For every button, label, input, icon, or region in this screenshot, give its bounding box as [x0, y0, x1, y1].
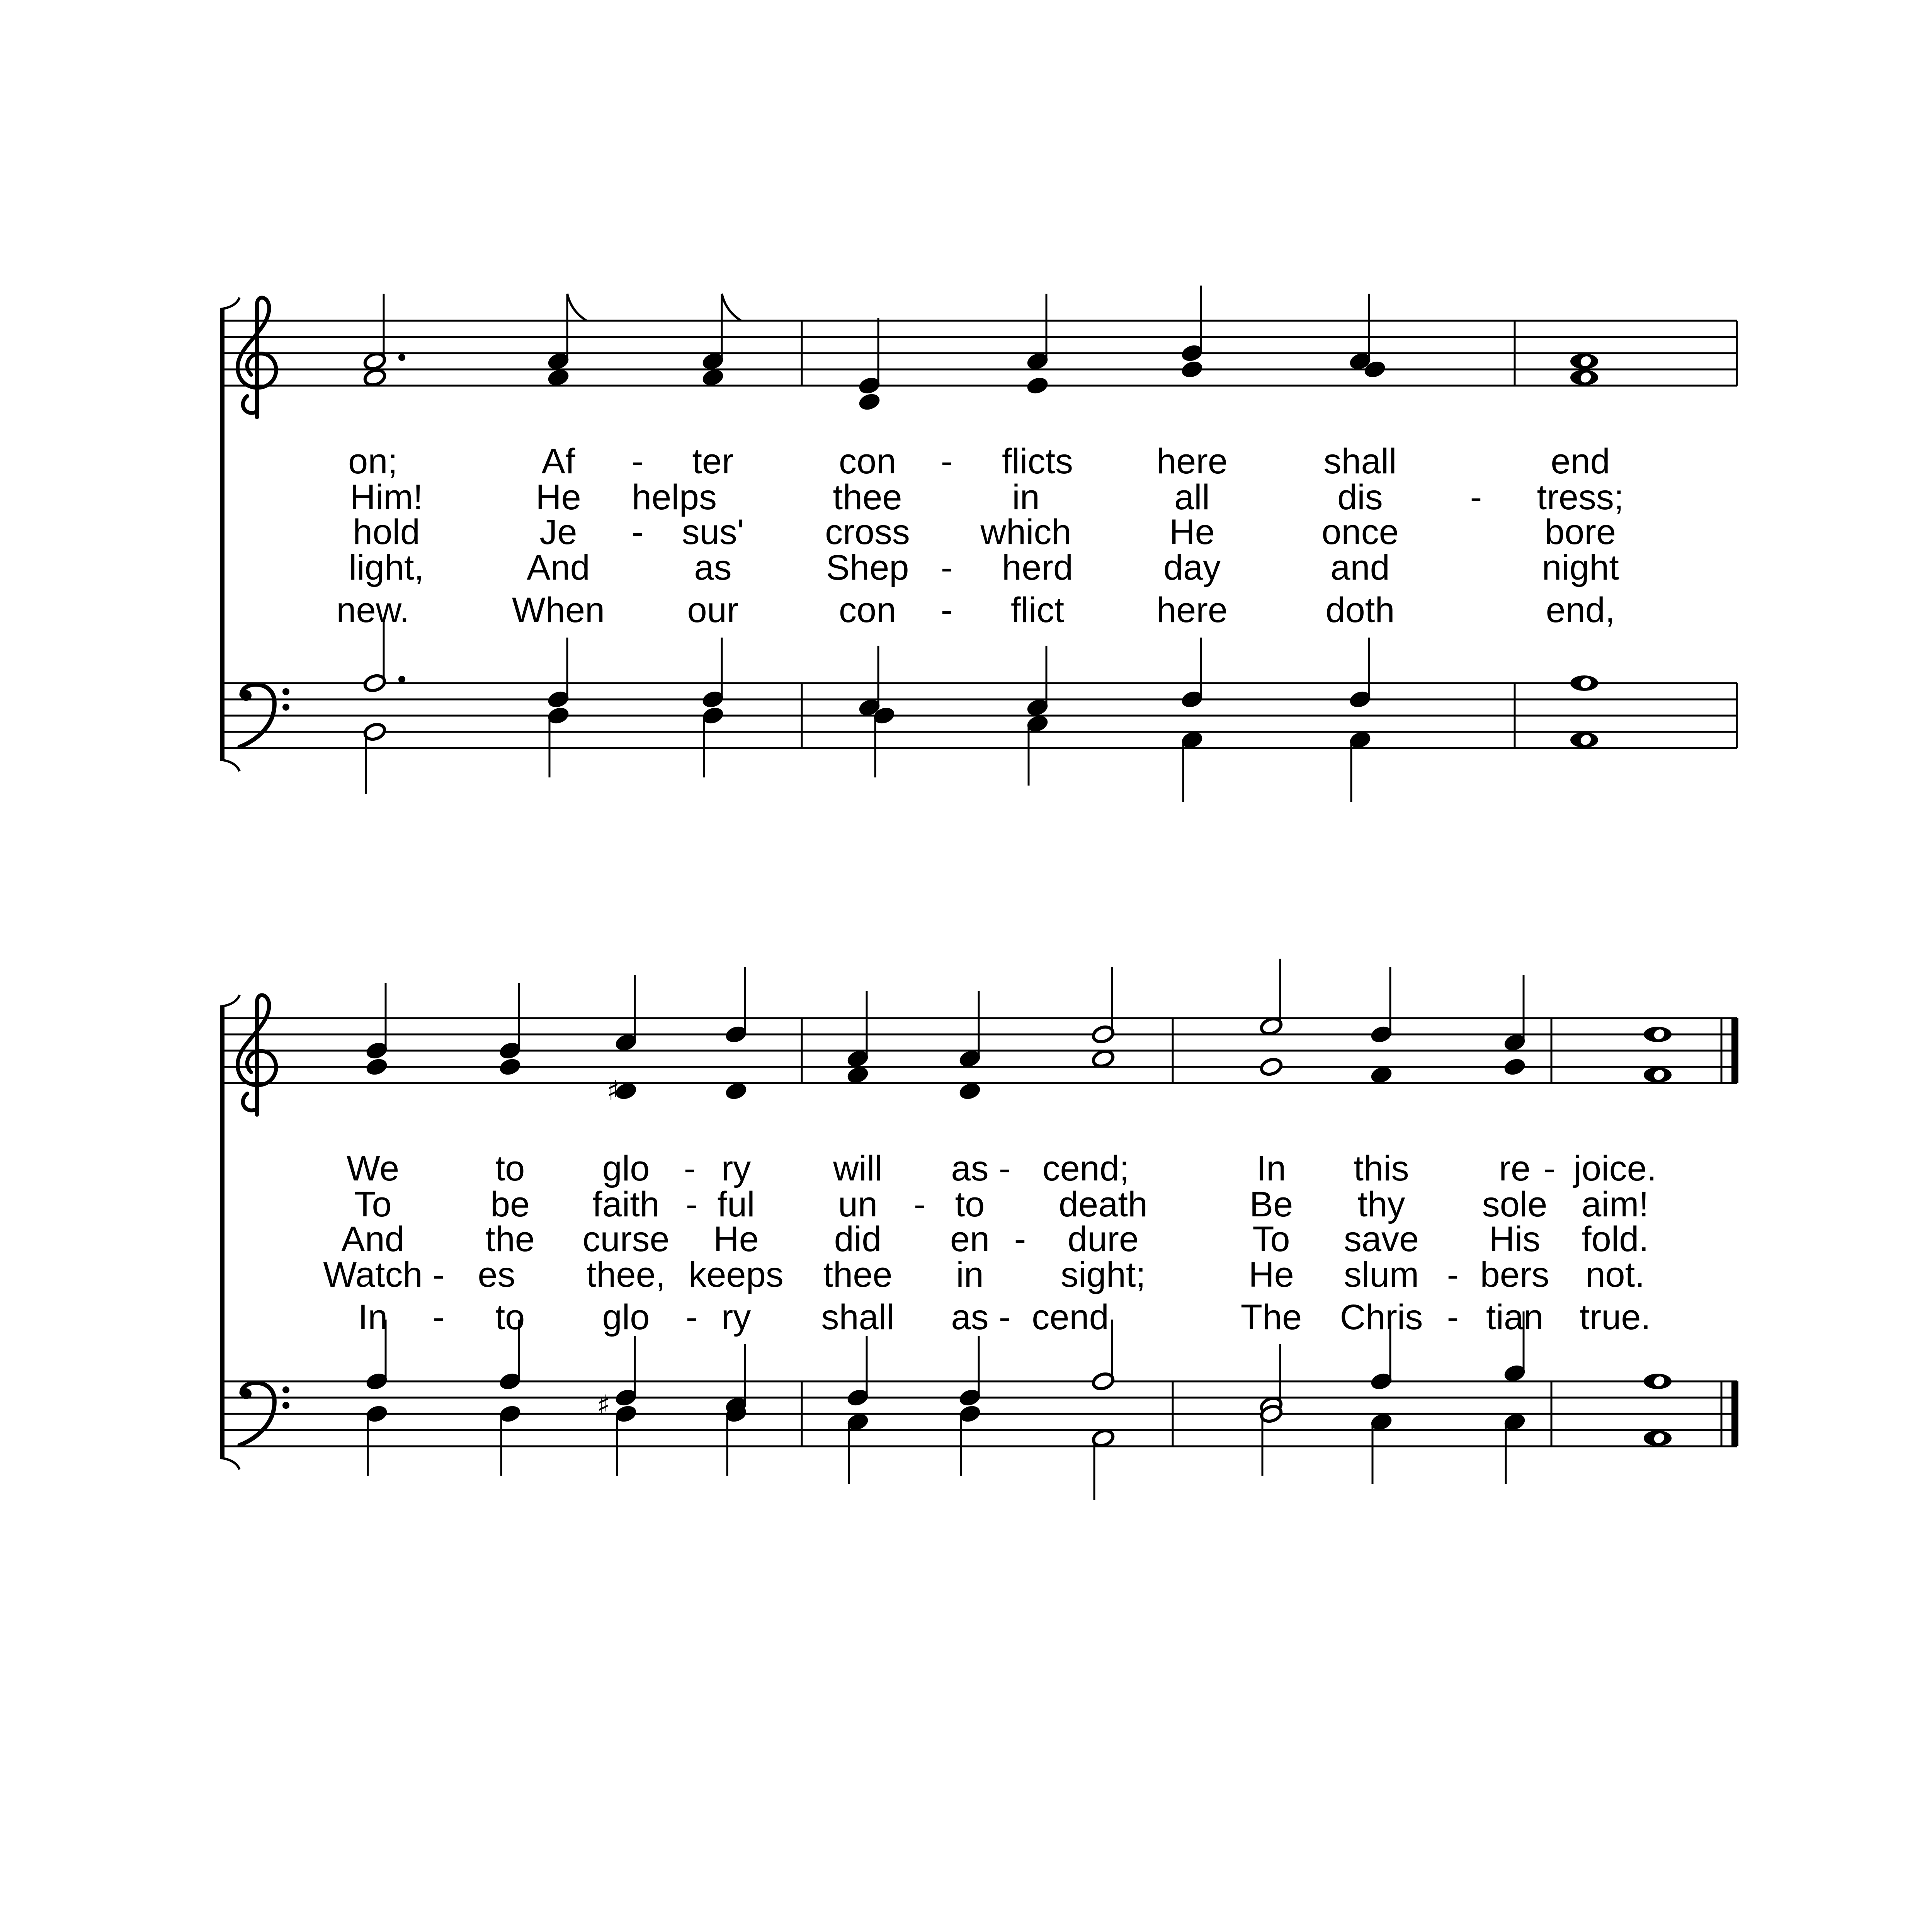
lyric-syllable: The [1240, 1298, 1302, 1337]
lyric-syllable: to [495, 1298, 525, 1337]
lyric-syllable: Watch [323, 1255, 423, 1294]
note-flag [567, 294, 587, 321]
lyric-syllable: in [956, 1255, 984, 1294]
lyric-syllable: ry [721, 1149, 751, 1188]
lyric-syllable: bore [1544, 512, 1616, 552]
bass-clef-dot [282, 1386, 289, 1393]
lyric-syllable: - [1014, 1219, 1026, 1259]
lyric-syllable: thee, [586, 1255, 666, 1294]
lyric-syllable: thee [833, 478, 902, 517]
lyric-syllable: end, [1546, 590, 1615, 630]
note-head [1369, 1065, 1393, 1085]
sharp-icon: ♯ [607, 1075, 620, 1106]
note-head [546, 367, 570, 388]
bass-clef-dot [241, 690, 252, 701]
note-head [958, 1081, 981, 1101]
lyric-syllable: un [838, 1185, 878, 1224]
note-head [1503, 1057, 1526, 1077]
lyric-syllable: - [685, 1298, 698, 1337]
sharp-icon: ♯ [597, 1389, 610, 1421]
lyric-syllable: which [980, 512, 1071, 552]
note-head [1091, 1049, 1115, 1069]
lyric-syllable: to [495, 1149, 525, 1188]
note-head [1180, 359, 1204, 379]
lyric-syllable: all [1174, 478, 1210, 517]
lyric-syllable: - [913, 1185, 926, 1224]
lyric-syllable: save [1344, 1219, 1419, 1259]
treble-clef-stroke [238, 298, 276, 417]
lyric-syllable: helps [632, 478, 717, 517]
lyric-syllable: - [1543, 1149, 1556, 1188]
lyric-syllable: es [478, 1255, 515, 1294]
lyric-syllable: - [998, 1149, 1011, 1188]
lyric-syllable: doth [1325, 590, 1395, 630]
lyric-syllable: glo [602, 1149, 650, 1188]
lyric-syllable: Af [541, 442, 575, 481]
lyric-syllable: To [354, 1185, 392, 1224]
lyric-syllable: fold. [1582, 1219, 1649, 1259]
lyric-syllable: our [687, 590, 739, 630]
lyric-syllable: death [1058, 1185, 1148, 1224]
lyric-syllable: - [631, 512, 644, 552]
lyric-syllable: flict [1011, 590, 1064, 630]
lyric-syllable: And [527, 548, 590, 587]
lyric-syllable: slum [1344, 1255, 1419, 1294]
lyric-syllable: Chris [1340, 1298, 1423, 1337]
lyric-syllable: on; [348, 442, 398, 481]
lyric-syllable: ful [717, 1185, 755, 1224]
lyric-syllable: ry [721, 1298, 751, 1337]
lyric-syllable: as [951, 1298, 989, 1337]
lyric-syllable: - [940, 442, 953, 481]
lyric-syllable: - [685, 1185, 698, 1224]
lyric-syllable: flicts [1002, 442, 1073, 481]
lyric-syllable: glo [602, 1298, 650, 1337]
lyric-syllable: sole [1482, 1185, 1548, 1224]
lyric-syllable: - [1447, 1298, 1459, 1337]
lyric-syllable: be [490, 1185, 530, 1224]
note-head [701, 367, 724, 388]
lyric-syllable: this [1354, 1149, 1409, 1188]
lyric-syllable: shall [1323, 442, 1397, 481]
lyric-syllable: - [998, 1298, 1011, 1337]
lyric-syllable: bers [1480, 1255, 1549, 1294]
lyric-syllable: He [713, 1219, 759, 1259]
note-head [365, 1057, 388, 1077]
lyric-syllable: thee [823, 1255, 893, 1294]
bracket-bottom [220, 1458, 240, 1469]
lyric-syllable: sus' [682, 512, 744, 552]
lyric-syllable: cend; [1042, 1149, 1129, 1188]
lyric-syllable: dure [1067, 1219, 1139, 1259]
lyric-syllable: here [1156, 442, 1228, 481]
lyric-syllable: con [838, 590, 896, 630]
lyric-syllable: day [1163, 548, 1221, 587]
lyric-syllable: In [358, 1298, 388, 1337]
lyric-syllable: cross [825, 512, 910, 552]
lyrics-layer [323, 442, 1656, 1337]
lyric-syllable: keeps [689, 1255, 784, 1294]
lyric-syllable: - [1470, 478, 1482, 517]
lyric-syllable: ter [692, 442, 734, 481]
lyric-syllable: will [833, 1149, 883, 1188]
lyric-syllable: - [432, 1298, 445, 1337]
lyric-syllable: con [838, 442, 896, 481]
lyric-syllable: dis [1337, 478, 1383, 517]
lyric-syllable: - [1447, 1255, 1459, 1294]
lyric-syllable: Je [539, 512, 577, 552]
bracket-top [220, 995, 240, 1007]
lyric-syllable: here [1156, 590, 1228, 630]
treble-clef-icon [238, 298, 276, 417]
note-head [857, 392, 881, 412]
bass-clef-dot [282, 704, 289, 711]
lyric-syllable: When [512, 590, 605, 630]
dot [398, 676, 405, 683]
lyric-syllable: His [1489, 1219, 1541, 1259]
lyric-syllable: new. [336, 590, 410, 630]
lyric-syllable: light, [349, 548, 424, 587]
lyric-syllable: cend [1032, 1298, 1109, 1337]
note-head [1259, 1057, 1283, 1077]
lyric-syllable: curse [582, 1219, 670, 1259]
lyric-syllable: tian [1486, 1298, 1544, 1337]
lyric-syllable: true. [1579, 1298, 1651, 1337]
lyric-syllable: night [1542, 548, 1619, 587]
lyric-syllable: We [346, 1149, 400, 1188]
lyric-syllable: end [1551, 442, 1610, 481]
lyric-syllable: re [1499, 1149, 1531, 1188]
lyric-syllable: He [1248, 1255, 1294, 1294]
lyric-syllable: Shep [826, 548, 909, 587]
lyric-syllable: as [694, 548, 732, 587]
lyric-syllable: - [432, 1255, 445, 1294]
lyric-syllable: as [951, 1149, 989, 1188]
treble-clef-icon [238, 995, 276, 1115]
lyric-syllable: He [536, 478, 581, 517]
lyric-syllable: en [950, 1219, 990, 1259]
lyric-syllable: To [1252, 1219, 1290, 1259]
bracket-bottom [220, 760, 240, 771]
note-flag [722, 294, 741, 321]
lyric-syllable: - [940, 590, 953, 630]
lyric-syllable: and [1330, 548, 1390, 587]
lyric-syllable: Him! [350, 478, 423, 517]
dot [398, 354, 405, 361]
lyric-syllable: - [631, 442, 644, 481]
lyric-syllable: thy [1357, 1185, 1405, 1224]
lyric-syllable: sight; [1061, 1255, 1146, 1294]
lyric-syllable: joice. [1573, 1149, 1657, 1188]
lyric-syllable: And [341, 1219, 405, 1259]
lyric-syllable: the [485, 1219, 535, 1259]
lyric-syllable: Be [1249, 1185, 1293, 1224]
lyric-syllable: faith [592, 1185, 660, 1224]
note-head [363, 367, 386, 388]
note-head [498, 1057, 522, 1077]
lyric-syllable: shall [821, 1298, 895, 1337]
lyric-syllable: tress; [1537, 478, 1624, 517]
note-head [1026, 376, 1049, 396]
note-head [846, 1065, 869, 1085]
lyric-syllable: - [940, 548, 953, 587]
lyric-syllable: In [1256, 1149, 1286, 1188]
lyric-syllable: aim! [1582, 1185, 1649, 1224]
lyric-syllable: not. [1585, 1255, 1645, 1294]
treble-clef-stroke [238, 995, 276, 1115]
lyric-syllable: did [834, 1219, 882, 1259]
bass-clef-dot [282, 1402, 289, 1409]
lyric-syllable: - [684, 1149, 696, 1188]
lyric-syllable: in [1012, 478, 1040, 517]
note-head [724, 1081, 748, 1101]
lyric-syllable: once [1321, 512, 1399, 552]
lyric-syllable: to [955, 1185, 985, 1224]
lyric-syllable: herd [1002, 548, 1073, 587]
lyric-syllable: He [1169, 512, 1215, 552]
bracket-top [220, 298, 240, 309]
bass-clef-dot [282, 688, 289, 695]
bass-clef-dot [241, 1388, 252, 1399]
lyric-syllable: hold [353, 512, 420, 552]
